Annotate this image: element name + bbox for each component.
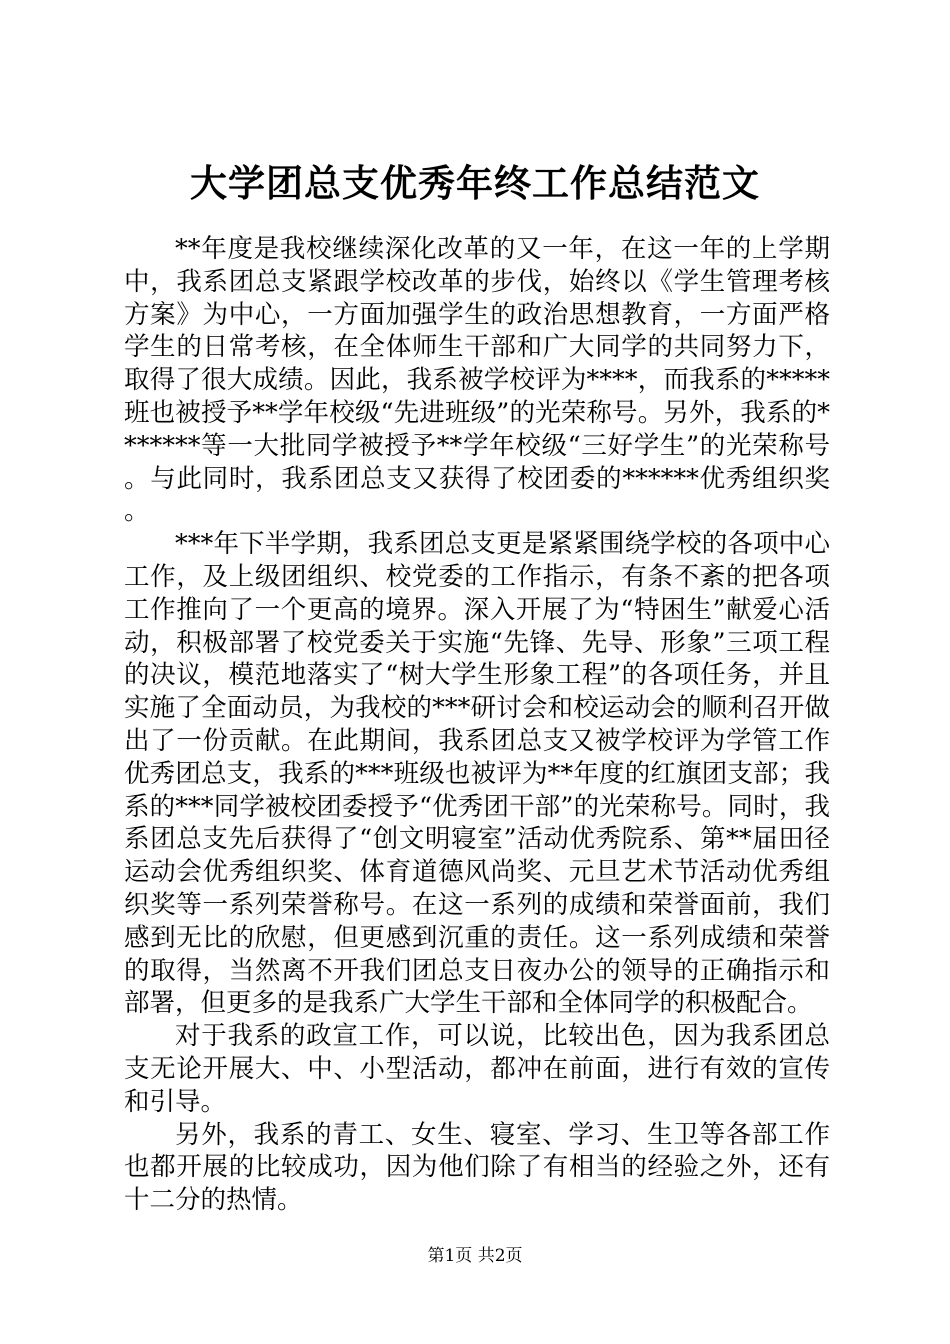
page-number-footer: 第1页 共2页 (427, 1246, 523, 1266)
paragraph-2: ***年下半学期，我系团总支更是紧紧围绕学校的各项中心工作，及上级团组织、校党委的工作指示，有条不紊的把各项工作推向了一个更高的境界。深入开展了为“特困生”献爱心活动，积极部署了校党委关于实施“先锋、先导、形象”三项工程的决议，模范地落实了“树大学生形象工程”的各项任务，并且实施了全面动员，为我校的***研讨会和校运动会的顺利召开做出了一份贡献。在此期间，我系团总支又被学校评为学管工作优秀团总支，我系的***班级也被评为**年度的红旗团支部；我系的***同学被校团委授予“优秀团干部”的光荣称号。同时，我系团总支先后获得了“创文明寝室”活动优秀院系、第**届田径运动会优秀组织奖、体育道德风尚奖、元旦艺术节活动优秀组织奖等一系列荣誉称号。在这一系列的成绩和荣誉面前，我们感到无比的欣慰，但更感到沉重的责任。这一系列成绩和荣誉的取得，当然离不开我们团总支日夜办公的领导的正确指示和部署，但更多的是我系广大学生干部和全体同学的积极配合。 (124, 529, 830, 1019)
document-title: 大学团总支优秀年终工作总结范文 (190, 161, 760, 205)
paragraph-1: **年度是我校继续深化改革的又一年，在这一年的上学期中，我系团总支紧跟学校改革的步伐，始终以《学生管理考核方案》为中心，一方面加强学生的政治思想教育，一方面严格学生的日常考核，在全体师生干部和广大同学的共同努力下，取得了很大成绩。因此，我系被学校评为****，而我系的*****班也被授予**学年校级“先进班级”的光荣称号。另外，我系的*******等一大批同学被授予**学年校级“三好学生”的光荣称号。与此同时，我系团总支又获得了校团委的******优秀组织奖。 (124, 234, 830, 527)
paragraph-4: 另外，我系的青工、女生、寝室、学习、生卫等各部工作也都开展的比较成功，因为他们除了有相当的经验之外，还有十二分的热情。 (124, 1119, 830, 1216)
paragraph-3: 对于我系的政宣工作，可以说，比较出色，因为我系团总支无论开展大、中、小型活动，都冲在前面，进行有效的宣传和引导。 (124, 1021, 830, 1117)
document-body (124, 233, 830, 1217)
